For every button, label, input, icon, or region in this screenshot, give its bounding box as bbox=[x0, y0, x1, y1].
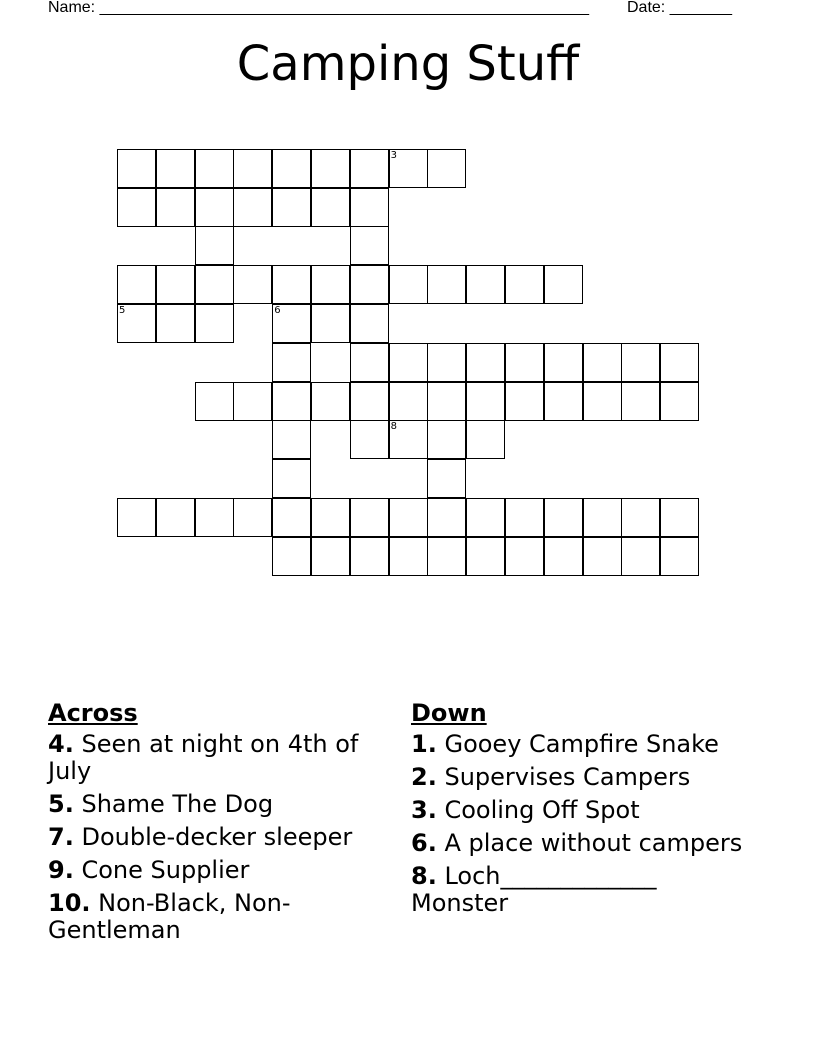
crossword-cell[interactable] bbox=[544, 265, 583, 304]
crossword-cell[interactable] bbox=[311, 188, 350, 227]
cell-number: 5 bbox=[119, 305, 126, 316]
clue-text: Loch_____________ Monster bbox=[411, 862, 657, 917]
crossword-cell[interactable] bbox=[660, 382, 699, 421]
crossword-cell[interactable] bbox=[350, 537, 389, 576]
crossword-cell[interactable] bbox=[621, 537, 660, 576]
crossword-cell[interactable] bbox=[195, 149, 234, 188]
clue-number: 4. bbox=[48, 730, 74, 758]
date-field-label: Date: _______ bbox=[627, 0, 732, 16]
across-heading: Across bbox=[48, 699, 138, 727]
crossword-cell[interactable] bbox=[350, 498, 389, 537]
crossword-cell[interactable] bbox=[156, 498, 195, 537]
crossword-cell[interactable] bbox=[350, 226, 389, 265]
crossword-cell[interactable] bbox=[117, 188, 156, 227]
crossword-cell[interactable] bbox=[272, 265, 311, 304]
clue-number: 10. bbox=[48, 889, 91, 917]
crossword-cell[interactable] bbox=[466, 265, 505, 304]
across-clues bbox=[48, 700, 388, 950]
crossword-cell[interactable] bbox=[117, 498, 156, 537]
crossword-cell[interactable] bbox=[117, 265, 156, 304]
crossword-cell[interactable] bbox=[621, 382, 660, 421]
crossword-cell[interactable] bbox=[233, 188, 272, 227]
crossword-cell[interactable] bbox=[311, 498, 350, 537]
crossword-cell[interactable] bbox=[233, 498, 272, 537]
crossword-cell[interactable] bbox=[466, 537, 505, 576]
crossword-cell[interactable] bbox=[350, 265, 389, 304]
cell-number: 3 bbox=[390, 149, 397, 161]
crossword-cell[interactable] bbox=[544, 343, 583, 382]
clue-across-5 bbox=[48, 791, 388, 818]
clue-number: 1. bbox=[411, 730, 437, 758]
crossword-cell[interactable] bbox=[427, 459, 466, 498]
crossword-cell[interactable] bbox=[505, 343, 544, 382]
clue-down-3 bbox=[411, 797, 751, 824]
crossword-cell[interactable] bbox=[427, 265, 466, 304]
clue-text: Cone Supplier bbox=[81, 856, 250, 884]
clue-down-8 bbox=[411, 863, 751, 917]
clue-number: 9. bbox=[48, 856, 74, 884]
clue-text: A place without campers bbox=[444, 829, 743, 857]
crossword-cell[interactable] bbox=[233, 149, 272, 188]
crossword-cell[interactable] bbox=[272, 498, 311, 537]
crossword-cell[interactable] bbox=[389, 343, 428, 382]
clue-text: Cooling Off Spot bbox=[444, 796, 640, 824]
crossword-cell[interactable] bbox=[389, 498, 428, 537]
crossword-cell[interactable] bbox=[272, 343, 311, 382]
crossword-cell[interactable] bbox=[544, 537, 583, 576]
crossword-cell[interactable] bbox=[427, 537, 466, 576]
clue-across-9 bbox=[48, 857, 388, 884]
crossword-cell[interactable] bbox=[311, 537, 350, 576]
crossword-cell[interactable] bbox=[272, 304, 311, 343]
crossword-cell[interactable] bbox=[350, 188, 389, 227]
clue-text: Seen at night on 4th of July bbox=[48, 730, 359, 785]
crossword-cell[interactable] bbox=[621, 498, 660, 537]
clue-number: 3. bbox=[411, 796, 437, 824]
clue-across-4 bbox=[48, 731, 388, 785]
down-heading: Down bbox=[411, 699, 487, 727]
crossword-cell[interactable] bbox=[311, 304, 350, 343]
crossword-cell[interactable] bbox=[389, 420, 428, 459]
crossword-cell[interactable] bbox=[660, 537, 699, 576]
crossword-cell[interactable] bbox=[505, 265, 544, 304]
crossword-cell[interactable] bbox=[156, 304, 195, 343]
cell-number: 6 bbox=[274, 305, 281, 316]
crossword-cell[interactable] bbox=[389, 149, 428, 188]
crossword-cell[interactable] bbox=[272, 420, 311, 459]
crossword-cell[interactable] bbox=[195, 188, 234, 227]
crossword-cell[interactable] bbox=[505, 382, 544, 421]
crossword-cell[interactable] bbox=[427, 382, 466, 421]
page-title: Camping Stuff bbox=[236, 36, 580, 92]
crossword-cell[interactable] bbox=[156, 188, 195, 227]
clue-text: Gooey Campfire Snake bbox=[444, 730, 719, 758]
crossword-cell[interactable] bbox=[311, 149, 350, 188]
crossword-cell[interactable] bbox=[272, 537, 311, 576]
crossword-cell[interactable] bbox=[466, 382, 505, 421]
crossword-cell[interactable] bbox=[233, 382, 272, 421]
clue-number: 7. bbox=[48, 823, 74, 851]
clue-text: Double-decker sleeper bbox=[81, 823, 353, 851]
crossword-cell[interactable] bbox=[195, 226, 234, 265]
crossword-cell[interactable] bbox=[350, 420, 389, 459]
crossword-cell[interactable] bbox=[195, 382, 234, 421]
crossword-cell[interactable] bbox=[466, 343, 505, 382]
crossword-cell[interactable] bbox=[350, 343, 389, 382]
crossword-cell[interactable] bbox=[427, 343, 466, 382]
clue-text: Shame The Dog bbox=[81, 790, 274, 818]
crossword-cell[interactable] bbox=[583, 498, 622, 537]
crossword-cell[interactable] bbox=[117, 304, 156, 343]
clue-text: Non-Black, Non-Gentleman bbox=[48, 889, 291, 944]
crossword-cell[interactable] bbox=[427, 149, 466, 188]
name-field-label: Name: _______________________________________________________ bbox=[48, 0, 589, 16]
crossword-cell[interactable] bbox=[311, 265, 350, 304]
crossword-cell[interactable] bbox=[583, 537, 622, 576]
crossword-cell[interactable] bbox=[156, 265, 195, 304]
crossword-cell[interactable] bbox=[660, 343, 699, 382]
crossword-cell[interactable] bbox=[272, 149, 311, 188]
crossword-cell[interactable] bbox=[660, 498, 699, 537]
crossword-cell[interactable] bbox=[466, 498, 505, 537]
crossword-cell[interactable] bbox=[156, 149, 195, 188]
down-clues bbox=[411, 700, 751, 923]
clue-down-1 bbox=[411, 731, 751, 758]
crossword-cell[interactable] bbox=[350, 382, 389, 421]
crossword-cell[interactable] bbox=[233, 265, 272, 304]
crossword-cell[interactable] bbox=[389, 265, 428, 304]
crossword-cell[interactable] bbox=[389, 537, 428, 576]
clue-down-6 bbox=[411, 830, 751, 857]
crossword-cell[interactable] bbox=[544, 382, 583, 421]
crossword-cell[interactable] bbox=[350, 149, 389, 188]
crossword-cell[interactable] bbox=[350, 304, 389, 343]
clue-number: 5. bbox=[48, 790, 74, 818]
clue-text: Supervises Campers bbox=[444, 763, 691, 791]
crossword-cell[interactable] bbox=[272, 188, 311, 227]
crossword-cell[interactable] bbox=[195, 265, 234, 304]
clue-number: 6. bbox=[411, 829, 437, 857]
crossword-cell[interactable] bbox=[544, 498, 583, 537]
crossword-cell[interactable] bbox=[583, 382, 622, 421]
crossword-cell[interactable] bbox=[427, 498, 466, 537]
clue-number: 2. bbox=[411, 763, 437, 791]
crossword-cell[interactable] bbox=[389, 382, 428, 421]
clue-number: 8. bbox=[411, 862, 437, 890]
crossword-cell[interactable] bbox=[621, 343, 660, 382]
crossword-cell[interactable] bbox=[583, 343, 622, 382]
cell-number: 8 bbox=[390, 421, 397, 433]
crossword-cell[interactable] bbox=[195, 498, 234, 537]
crossword-cell[interactable] bbox=[272, 382, 311, 421]
clue-across-10 bbox=[48, 890, 388, 944]
clue-across-7 bbox=[48, 824, 388, 851]
crossword-cell[interactable] bbox=[466, 420, 505, 459]
crossword-cell[interactable] bbox=[505, 498, 544, 537]
crossword-cell[interactable] bbox=[311, 382, 350, 421]
crossword-cell[interactable] bbox=[117, 149, 156, 188]
crossword-cell[interactable] bbox=[427, 420, 466, 459]
crossword-cell[interactable] bbox=[272, 459, 311, 498]
crossword-cell[interactable] bbox=[505, 537, 544, 576]
crossword-cell[interactable] bbox=[195, 304, 234, 343]
clue-down-2 bbox=[411, 764, 751, 791]
